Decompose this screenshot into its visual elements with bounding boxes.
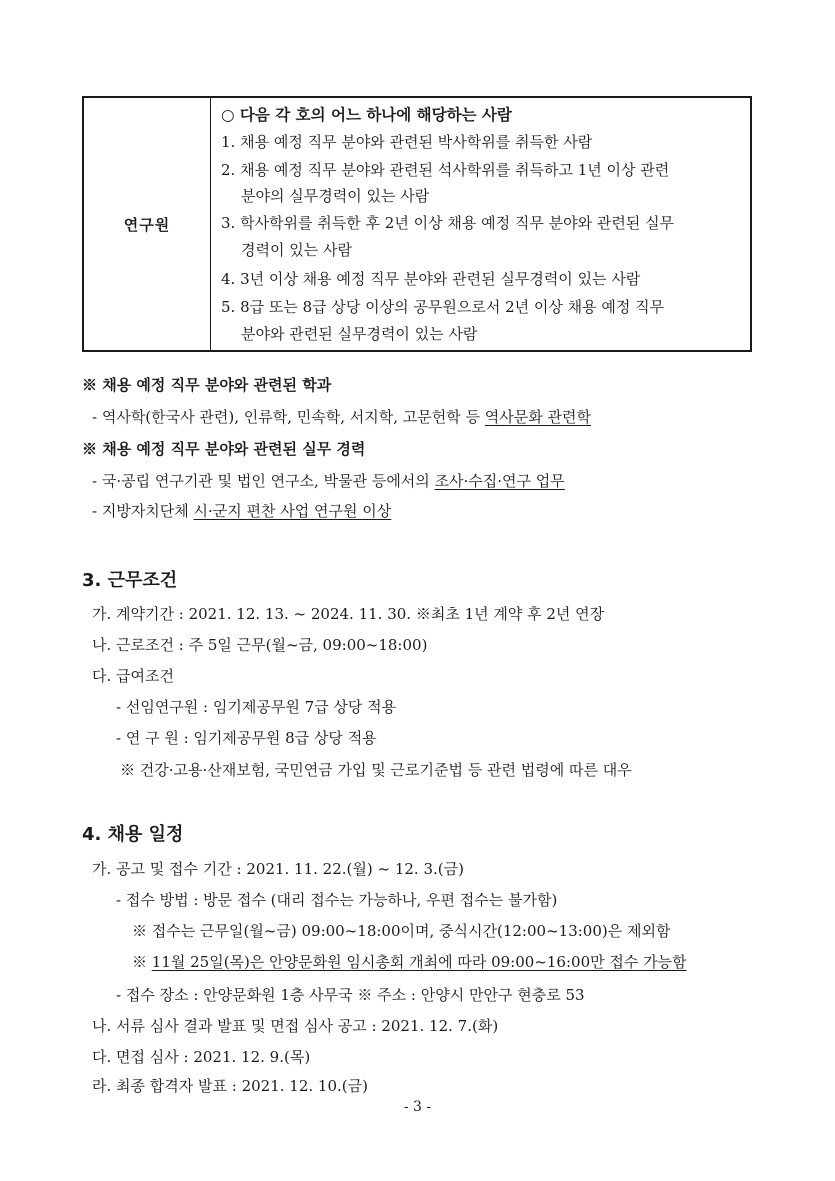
dept-note-text: - 역사학(한국사 관련), 인류학, 민속학, 서지학, 고문헌학 등 <box>92 408 485 426</box>
section4-title: 4. 채용 일정 <box>82 824 184 845</box>
career-note-text: - 국·공립 연구기관 및 법인 연구소, 박물관 등에서의 <box>92 472 435 490</box>
contract-period: 가. 계약기간 : 2021. 12. 13. ~ 2024. 11. 30. ※최초 1년 계약 후 2년 연장 <box>92 605 605 623</box>
qualification-header: ○ 다음 각 호의 어느 하나에 해당하는 사람 <box>221 105 512 124</box>
dept-note-item <box>92 406 591 427</box>
apply-note-mark: ※ <box>132 953 152 971</box>
dept-note-title: ※ 채용 예정 직무 분야와 관련된 학과 <box>82 376 332 394</box>
notice-period: 가. 공고 및 접수 기간 : 2021. 11. 22.(월) ~ 12. 3.(금) <box>92 860 464 878</box>
qualification-line: 1. 채용 예정 직무 분야와 관련된 박사학위를 취득한 사람 <box>221 133 593 151</box>
pay-researcher: - 연 구 원 : 임기제공무원 8급 상당 적용 <box>116 729 377 747</box>
qualification-line: 분야의 실무경력이 있는 사람 <box>241 187 430 205</box>
career-note-emphasis: 시·군지 편찬 사업 연구원 이상 <box>193 502 392 520</box>
qualification-line: 경력이 있는 사람 <box>241 241 352 259</box>
work-condition: 나. 근로조건 : 주 5일 근무(월~금, 09:00~18:00) <box>92 636 428 654</box>
qualification-line: 2. 채용 예정 직무 분야와 관련된 석사학위를 취득하고 1년 이상 관련 <box>221 161 670 179</box>
page-number: - 3 - <box>403 1099 432 1115</box>
final-announcement: 라. 최종 합격자 발표 : 2021. 12. 10.(금) <box>92 1077 368 1095</box>
section3-title: 3. 근무조건 <box>82 570 178 591</box>
apply-method-note <box>132 951 687 972</box>
qualification-line: 분야와 관련된 실무경력이 있는 사람 <box>241 325 478 343</box>
career-note-item <box>92 500 391 521</box>
dept-note-emphasis: 역사문화 관련학 <box>484 408 591 426</box>
apply-note-emphasis: 11월 25일(목)은 안양문화원 임시총회 개최에 따라 09:00~16:00만 접수 가능함 <box>151 953 687 971</box>
pay-note: ※ 건강·고용·산재보험, 국민연금 가입 및 근로기준법 등 관련 법령에 따른 대우 <box>120 761 632 779</box>
document-result: 나. 서류 심사 결과 발표 및 면접 심사 공고 : 2021. 12. 7.(화) <box>92 1017 499 1035</box>
qualification-line: 5. 8급 또는 8급 상당 이상의 공무원으로서 2년 이상 채용 예정 직무 <box>221 298 665 316</box>
qualification-line: 4. 3년 이상 채용 예정 직무 분야와 관련된 실무경력이 있는 사람 <box>221 270 641 288</box>
apply-method-note: ※ 접수는 근무일(월~금) 09:00~18:00이며, 중식시간(12:00~13:00)은 제외함 <box>132 922 671 940</box>
apply-method: - 접수 방법 : 방문 접수 (대리 접수는 가능하나, 우편 접수는 불가함) <box>116 891 558 909</box>
career-note-item <box>92 470 565 491</box>
qualification-table <box>82 96 752 352</box>
career-note-title: ※ 채용 예정 직무 분야와 관련된 실무 경력 <box>82 440 366 458</box>
apply-place: - 접수 장소 : 안양문화원 1층 사무국 ※ 주소 : 안양시 만안구 현충로 53 <box>116 986 585 1004</box>
pay-condition: 다. 급여조건 <box>92 667 174 685</box>
career-note-text: - 지방자치단체 <box>92 502 194 520</box>
interview-date: 다. 면접 심사 : 2021. 12. 9.(목) <box>92 1048 311 1066</box>
pay-senior: - 선임연구원 : 임기제공무원 7급 상당 적용 <box>116 698 397 716</box>
qualification-label: 연구원 <box>84 98 211 350</box>
qualification-line: 3. 학사학위를 취득한 후 2년 이상 채용 예정 직무 분야와 관련된 실무 <box>221 214 675 232</box>
qualification-body <box>211 98 750 350</box>
career-note-emphasis: 조사·수집·연구 업무 <box>434 472 565 490</box>
